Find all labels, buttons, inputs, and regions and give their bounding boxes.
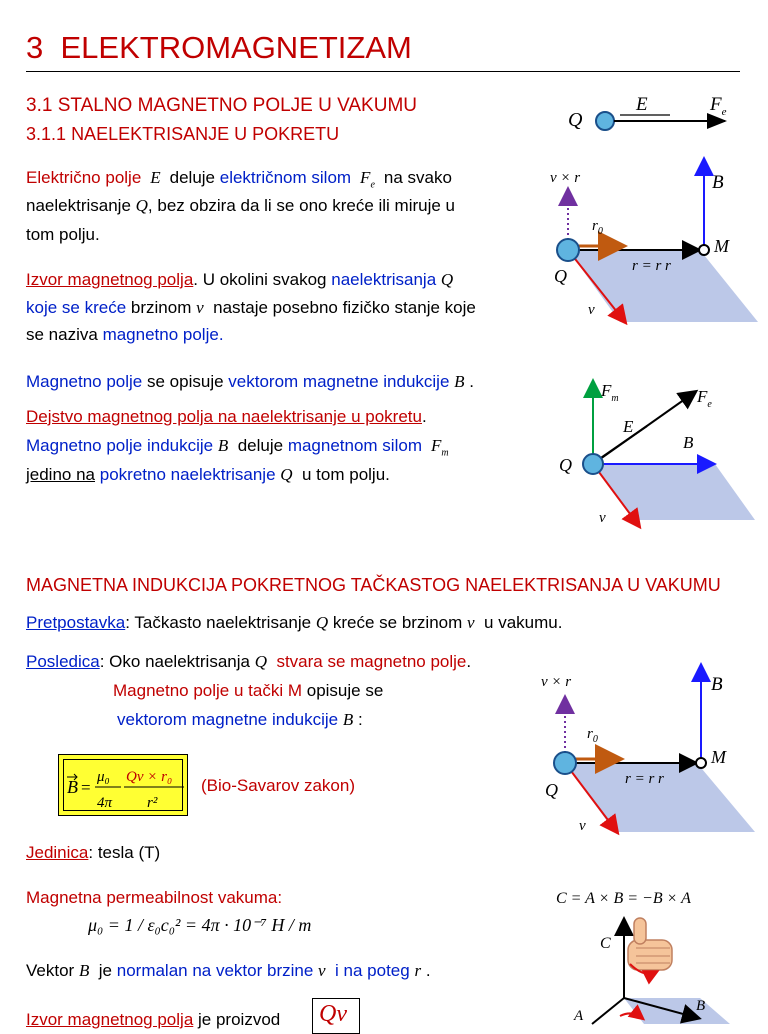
p8-line: Magnetna permeabilnost vakuma: (26, 888, 283, 907)
formula-numerator: Qv × r₀ (126, 769, 173, 785)
text-action: Dejstvo magnetnog polja na naelektrisanje u pokretu (26, 407, 422, 426)
text-mag-field: Magnetno polje (26, 372, 143, 391)
label-A: A (574, 1008, 584, 1024)
text-moving-charge: pokretno naelektrisanje (99, 465, 276, 484)
thumbs-up-icon (628, 918, 672, 970)
bio-savart-label: (Bio-Savarov zakon) (201, 776, 356, 795)
text-called: se naziva (26, 325, 98, 344)
text-charge-blue: naelektrisanja (331, 270, 437, 289)
math-B-vector: B (454, 372, 465, 391)
p9-line (26, 961, 431, 981)
text-and-radius: i na poteg (335, 961, 410, 980)
label-M: M (714, 236, 729, 256)
math-v-vector: v (467, 613, 475, 632)
label-E: E (636, 94, 648, 115)
p4-line2 (26, 436, 449, 458)
math-B-vector: B (342, 710, 354, 729)
p1-line2 (26, 196, 455, 216)
p2-line1 (26, 270, 453, 290)
text-source: Izvor magnetnog polja (26, 1010, 194, 1029)
subsection-number: 3.1.1 (26, 124, 67, 144)
text-field-at-M: Magnetno polje u tački M (113, 681, 302, 700)
text-charge: naelektrisanje (26, 196, 131, 215)
label-v: v (588, 302, 595, 318)
figure-electric-force (560, 88, 740, 138)
chapter-title-text: ELEKTROMAGNETIZAM (60, 30, 412, 65)
math-E-vector: E (150, 168, 161, 187)
math-v-vector: v (318, 961, 326, 980)
text-period: . (466, 652, 472, 671)
p4-line3 (26, 465, 390, 485)
label-Q: Q (568, 109, 583, 131)
math-Fe-vector: $F_e$ (360, 168, 375, 191)
formula-svg (59, 755, 189, 817)
label-Q: Q (559, 455, 572, 475)
p6-line3 (117, 710, 363, 730)
text-around-charge: : Oko naelektrisanja (99, 652, 250, 671)
text-period: . (425, 961, 431, 980)
text-induction-field: Magnetno polje indukcije (26, 436, 214, 455)
cross-product-equation: C = A × B = −B × A (556, 890, 691, 907)
section-heading (26, 95, 417, 117)
label-B: B (696, 998, 706, 1014)
E-arrow (595, 426, 647, 462)
section-title: STALNO MAGNETNO POLJE U VAKUMU (57, 95, 417, 116)
text-acts: deluje (169, 168, 216, 187)
p1-line1 (26, 168, 452, 190)
math-Q: Q (315, 613, 329, 632)
text-speed: brzinom (130, 298, 192, 317)
math-Q: Q (135, 196, 148, 215)
math-Q: Q (440, 270, 454, 289)
subsection-title: NAELEKTRISANJE U POKRETU (71, 124, 340, 144)
bio-savart-formula (58, 754, 188, 816)
text-around: . U okolini svakog (193, 270, 327, 289)
label-Q: Q (554, 266, 567, 286)
text-electric-force: električnom silom (219, 168, 352, 187)
label-Fe: $F_e$ (710, 94, 727, 118)
point-M (696, 758, 706, 768)
label-r0: $r_0$ (592, 218, 603, 237)
text-product: je proizvod (198, 1010, 281, 1029)
charge-sphere (557, 239, 579, 261)
label-vxr0: v × r (550, 170, 581, 186)
label-v: v (579, 818, 586, 834)
text-moving: koje se kreće (26, 298, 127, 317)
chapter-number: 3 (26, 30, 44, 65)
text-point-charge: : Tačkasto naelektrisanje (125, 613, 312, 632)
section2-heading: MAGNETNA INDUKCIJA POKRETNOG TAČKASTOG NAELEKTRISANJA U VAKUMU (26, 575, 721, 595)
label-C: C (600, 935, 611, 952)
label-r-eq: r = r r (632, 258, 671, 274)
formula-B: B (67, 777, 78, 797)
label-v: v (599, 510, 606, 526)
formula-4pi: 4π (97, 795, 113, 811)
text-is: je (98, 961, 113, 980)
p1-line3: tom polju. (26, 225, 100, 244)
label-r0: $r_0$ (587, 726, 598, 745)
p10-line (26, 1010, 280, 1030)
text-regardless: , bez obzira da li se ono kreće ili miruje u (147, 196, 456, 215)
charge-sphere (554, 752, 576, 774)
charge-sphere (583, 454, 603, 474)
figure-right-hand-rule (560, 912, 730, 1024)
math-Q: Q (254, 652, 267, 671)
p3-line1 (26, 372, 474, 392)
plane (593, 464, 755, 520)
charge-sphere (596, 112, 614, 130)
label-Fm: $F_m$ (601, 381, 619, 404)
text-only-on: jedino na (26, 465, 96, 484)
text-vector: Vektor (26, 961, 75, 980)
text-creates-field: stvara se magnetno polje (276, 652, 467, 671)
label-E: E (623, 417, 634, 436)
math-B-vector: B (217, 436, 229, 455)
p2-line2 (26, 298, 476, 318)
text-period: . (469, 372, 475, 391)
text-induction-vector: vektorom magnetne indukcije (117, 710, 339, 729)
text-magnetic-force: magnetnom silom (287, 436, 422, 455)
chapter-title (26, 30, 412, 66)
math-Q: Q (280, 465, 293, 484)
text-in-field: u tom polju. (302, 465, 390, 484)
math-Fm-vector: $F_m$ (430, 436, 449, 459)
text-electric-field: Električno polje (26, 168, 142, 187)
p5-line (26, 613, 562, 633)
math-r-vector: r (414, 961, 422, 980)
text-period: . (421, 407, 427, 426)
text-magnetic-source: Izvor magnetnog polja (26, 270, 194, 289)
p6-line1 (26, 652, 471, 672)
label-B: B (711, 674, 723, 695)
p7-line (26, 843, 160, 863)
figure-field-at-M (535, 662, 755, 842)
label-Q: Q (545, 780, 558, 800)
point-M (699, 245, 709, 255)
p4-line1 (26, 407, 427, 427)
text-described: opisuje se (306, 681, 384, 700)
A-arrow (592, 998, 624, 1024)
text-described: se opisuje (147, 372, 224, 391)
text-induction-vector: vektorom magnetne indukcije (228, 372, 450, 391)
formula-equals: = (81, 778, 91, 797)
Qv-text: Qv (319, 1001, 347, 1027)
formula-denominator: r² (147, 795, 158, 811)
p2-line3 (26, 325, 224, 345)
text-state: nastaje posebno fizičko stanje koje (213, 298, 476, 317)
text-assumption: Pretpostavka (26, 613, 126, 632)
label-M: M (711, 747, 726, 767)
label-B: B (683, 433, 694, 452)
label-vxr0: v × r (541, 674, 572, 690)
title-rule (26, 71, 740, 72)
text-unit: Jedinica (26, 843, 89, 862)
figure-forces (555, 370, 765, 530)
text-consequence: Posledica (26, 652, 100, 671)
math-v-vector: v (196, 298, 204, 317)
subsection-heading (26, 124, 339, 145)
text-magnetic-field: magnetno polje. (102, 325, 224, 344)
text-vacuum: u vakumu. (484, 613, 563, 632)
text-tesla: : tesla (T) (88, 843, 161, 862)
math-B-vector: B (78, 961, 90, 980)
mu0-equation: μ₀ = 1 / ε₀c₀² = 4π · 10⁻⁷ H / m (88, 915, 312, 935)
section-number: 3.1 (26, 95, 53, 116)
label-r-eq: r = r r (625, 771, 664, 787)
text-on-each: na svako (383, 168, 452, 187)
label-B: B (712, 172, 724, 193)
p6-line2 (113, 681, 383, 701)
text-acts: deluje (237, 436, 284, 455)
text-moves: kreće se brzinom (332, 613, 463, 632)
text-normal-velocity: normalan na vektor brzine (116, 961, 314, 980)
formula-mu0: μ₀ (97, 769, 110, 785)
figure-moving-charge (540, 150, 760, 330)
Qv-box (312, 998, 360, 1034)
label-Fe: $F_e$ (697, 387, 712, 410)
text-colon: : (357, 710, 363, 729)
